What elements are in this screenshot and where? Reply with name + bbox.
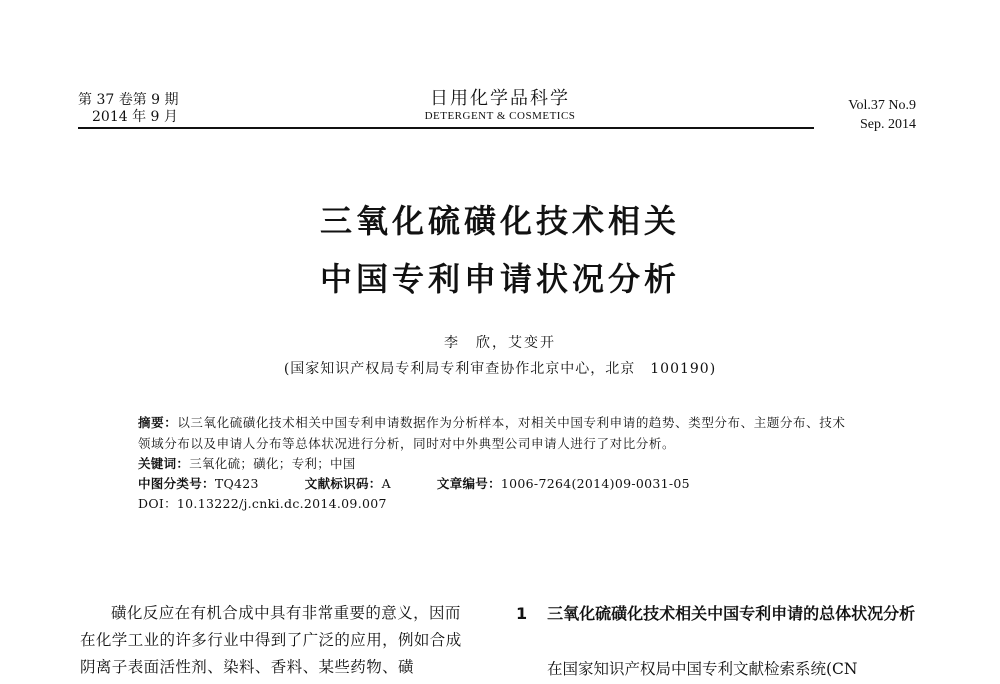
authors: 李 欣，艾变开: [444, 335, 556, 351]
volume-issue-en: Vol.37 No.9: [848, 98, 916, 113]
doi-label: DOI：: [138, 496, 177, 511]
keywords-text: 三氧化硫；磺化；专利；中国: [189, 456, 356, 471]
abstract-block: [138, 412, 858, 514]
abstract-text: 以三氧化硫磺化技术相关中国专利申请数据作为分析样本，对相关中国专利申请的趋势、类型分布、主题分布、技术领域分布以及申请人分布等总体状况进行分析，同时对中外典型公司申请人进行了对比分析。: [138, 415, 846, 451]
abstract-label: 摘要：: [138, 415, 178, 430]
intro-paragraph: 磺化反应在有机合成中具有非常重要的意义，因而在化学工业的许多行业中得到了广泛的应用，例如合成阴离子表面活性剂、染料、香料、某些药物、磺: [80, 604, 462, 676]
journal-name-en: DETERGENT & COSMETICS: [424, 110, 576, 122]
section-paragraph: 在国家知识产权局中国专利文献检索系统(CN: [547, 660, 858, 678]
section-number: 1: [516, 604, 528, 623]
clc-value: TQ423: [214, 476, 259, 491]
doc-code-value: A: [381, 476, 391, 491]
keywords-label: 关键词：: [138, 456, 190, 471]
abstract: [138, 412, 858, 454]
issue-info-en: [848, 96, 916, 134]
article-title-line1: 三氧化硫磺化技术相关: [319, 202, 680, 240]
keywords: [138, 454, 858, 474]
document-code: [305, 474, 391, 494]
header-rule: [78, 127, 814, 129]
body-left-column: [80, 600, 476, 681]
affiliation: (国家知识产权局专利局专利审查协作北京中心，北京 100190): [283, 361, 717, 377]
volume-issue: 第 37 卷第 9 期: [78, 92, 179, 108]
classification-row: [138, 474, 858, 494]
article-no-label: 文章编号：: [436, 476, 501, 491]
journal-name-cn: 日用化学品科学: [430, 88, 570, 109]
clc-number: [138, 474, 259, 494]
section-heading: [516, 600, 926, 627]
clc-label: 中图分类号：: [138, 476, 215, 491]
article-no-value: 1006-7264(2014)09-0031-05: [500, 476, 690, 491]
doi-value: 10.13222/j.cnki.dc.2014.09.007: [176, 496, 387, 511]
article-number: [437, 474, 690, 494]
publication-date-en: Sep. 2014: [860, 117, 916, 132]
doc-code-label: 文献标识码：: [304, 476, 382, 491]
publication-date: 2014 年 9 月: [92, 109, 178, 125]
section-title: 三氧化硫磺化技术相关中国专利申请的总体状况分析: [547, 604, 916, 623]
article-title-line2: 中国专利申请状况分析: [319, 260, 680, 298]
doi: [138, 494, 858, 514]
